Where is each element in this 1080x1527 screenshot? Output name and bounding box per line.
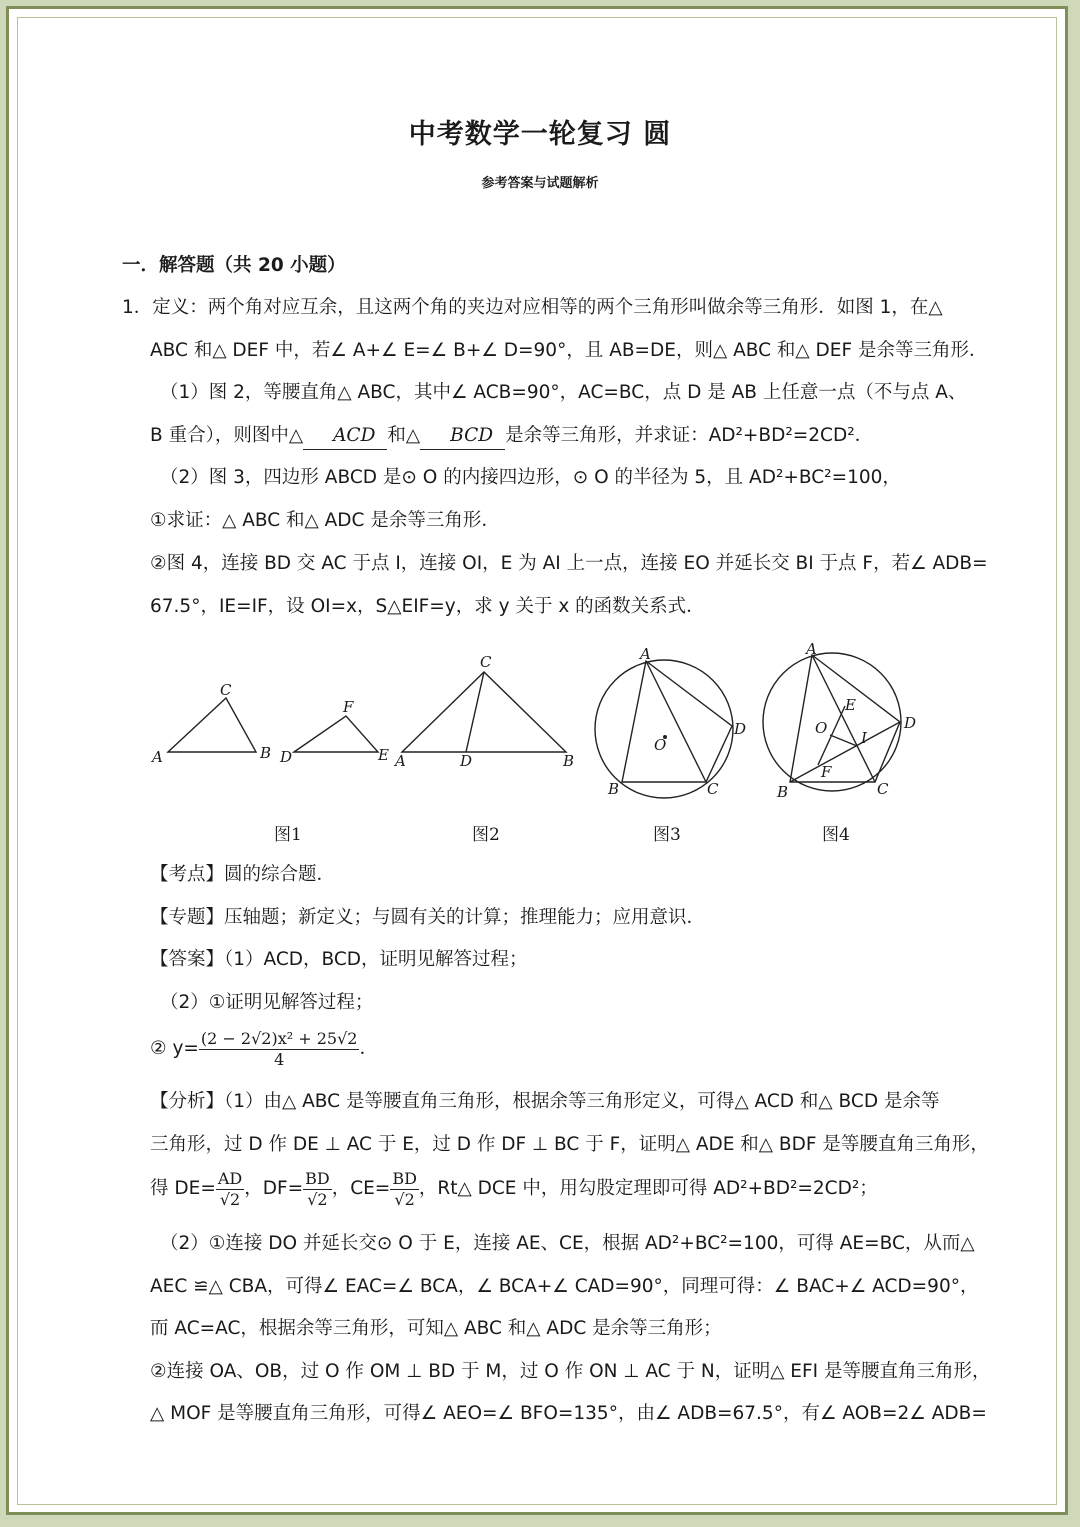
fig2-label-d: D [460,752,473,770]
triangle-abc [168,698,256,752]
fig3-label-b: B [608,780,620,798]
fenxi-7: ②连接 OA、OB，过 O 作 OM ⊥ BD 于 M，过 O 作 ON ⊥ AC 于 N，证明△ EFI 是等腰直角三角形， [150,1361,991,1382]
caption-fig4: 图4 [822,825,850,845]
answer-numerator: (2 − 2√2)x² + 25√2 [200,1028,358,1048]
fenxi-3 [150,1168,878,1210]
fig3-label-d: D [734,720,747,738]
fenxi-3c: ，CE= [331,1178,391,1199]
fig4-label-d: D [904,714,917,732]
quad-abcd-3 [622,661,732,782]
fenxi-5: AEC ≌△ CBA，可得∠ EAC=∠ BCA，∠ BCA+∠ CAD=90°，同理可得：∠ BAC+∠ ACD=90°， [150,1276,979,1297]
fig3-label-a: A [640,645,651,663]
page-subtitle: 参考答案与试题解析 [481,176,599,191]
fig4-label-b: B [777,783,789,801]
fraction-df: $\frac{BD}{√2}$ [305,1168,330,1209]
daan-3: ② y= $\frac{\text{(2 − 2√2)x² + 25√2}}{4}$ ． [150,1028,378,1069]
fig3-label-o: O [654,736,667,754]
daan: 【答案】（1）ACD，BCD，证明见解答过程； [150,949,528,970]
fraction-ce: $\frac{BD}{√2}$ [392,1168,417,1209]
fraction-de: $\frac{AD}{√2}$ [217,1168,243,1209]
q1-line-5: （2）图 3，四边形 ABCD 是⊙ O 的内接四边形，⊙ O 的半径为 5，且 AD²+BC²=100， [160,467,901,488]
figure-4 [763,653,901,791]
fig2-label-b: B [563,752,575,770]
triangle-abc-2 [402,672,566,752]
fenxi-1: 【分析】（1）由△ ABC 是等腰直角三角形，根据余等三角形定义，可得△ ACD 和△ BCD 是余等 [150,1091,940,1112]
zhuanti: 【专题】压轴题；新定义；与圆有关的计算；推理能力；应用意识． [150,907,706,928]
fenxi-2: 三角形，过 D 作 DE ⊥ AC 于 E，过 D 作 DF ⊥ BC 于 F，证明△ ADE 和△ BDF 是等腰直角三角形， [150,1134,989,1155]
q1-line-4c: 是余等三角形，并求证：AD²+BD²=2CD²． [505,425,874,446]
fig1-label-f: F [343,698,354,716]
page-title: 中考数学一轮复习 圆 [408,119,672,150]
caption-fig1: 图1 [274,825,302,845]
fenxi-3b: ，DF= [244,1178,304,1199]
q1-line-4 [150,423,873,450]
daan-3-prefix: ② y= [150,1038,199,1059]
q1-line-7: ②图 4，连接 BD 交 AC 于点 I，连接 OI，E 为 AI 上一点，连接 EO 并延长交 BI 于点 F，若∠ ADB= [150,553,988,574]
answer-denominator: 4 [274,1049,285,1069]
fig4-label-e: E [845,696,856,714]
fig2-label-c: C [480,653,492,671]
answer-fraction [199,1029,360,1070]
q1-line-3: （1）图 2，等腰直角△ ABC，其中∠ ACB=90°，AC=BC，点 D 是 AB 上任意一点（不与点 A、 [160,382,967,403]
fig4-label-i: I [861,729,867,747]
q1-line-6: ①求证：△ ABC 和△ ADC 是余等三角形． [150,510,500,531]
answer-blank-1: ACD [303,423,387,450]
fig1-label-b: B [260,744,272,762]
triangle-def [294,716,378,752]
diagonal-bd-4 [790,722,900,782]
q1-line-2: ABC 和△ DEF 中，若∠ A+∠ E=∠ B+∠ D=90°，且 AB=DE，则△ ABC 和△ DEF 是余等三角形． [150,340,988,361]
fig4-label-f: F [821,763,832,781]
fig3-label-c: C [707,780,719,798]
figure-3 [595,660,733,798]
fenxi-3a: 得 DE= [150,1178,216,1199]
section-heading: 一．解答题（共 20 小题） [122,255,346,276]
fig1-label-d: D [280,748,293,766]
q1-line-4a: B 重合），则图中△ [150,425,304,446]
fig2-label-a: A [395,752,406,770]
answer-blank-2: BCD [420,423,505,450]
fig4-label-a: A [806,640,817,658]
fig1-label-e: E [378,746,389,764]
figure-2 [402,672,566,752]
segment-cd [466,672,484,752]
diagonal-ac-3 [646,661,706,782]
q1-line-8: 67.5°，IE=IF，设 OI=x，S△EIF=y，求 y 关于 x 的函数关系式． [150,596,705,617]
caption-fig2: 图2 [472,825,500,845]
fig1-label-a: A [152,748,163,766]
fig4-label-c: C [877,780,889,798]
fig1-label-c: C [220,681,232,699]
circle-o-3 [595,660,733,798]
fenxi-3d: ，Rt△ DCE 中，用勾股定理即可得 AD²+BD²=2CD²； [418,1178,878,1199]
fenxi-6: 而 AC=AC，根据余等三角形，可知△ ABC 和△ ADC 是余等三角形； [150,1318,722,1339]
q1-line-4b: 和△ [387,425,421,446]
kaodian: 【考点】圆的综合题． [150,864,336,885]
fenxi-4: （2）①连接 DO 并延长交⊙ O 于 E，连接 AE、CE，根据 AD²+BC²=100，可得 AE=BC，从而△ [160,1233,975,1254]
fenxi-8: △ MOF 是等腰直角三角形，可得∠ AEO=∠ BFO=135°，由∠ ADB=67.5°，有∠ AOB=2∠ ADB= [150,1403,987,1424]
q1-line-1: 1．定义：两个角对应互余，且这两个角的夹边对应相等的两个三角形叫做余等三角形．如图 1，在△ [122,297,943,318]
daan-2: （2）①证明见解答过程； [160,992,374,1013]
figures-area [0,640,1080,840]
fig4-label-o: O [815,719,828,737]
caption-fig3: 图3 [653,825,681,845]
quad-abcd-4 [790,655,900,782]
